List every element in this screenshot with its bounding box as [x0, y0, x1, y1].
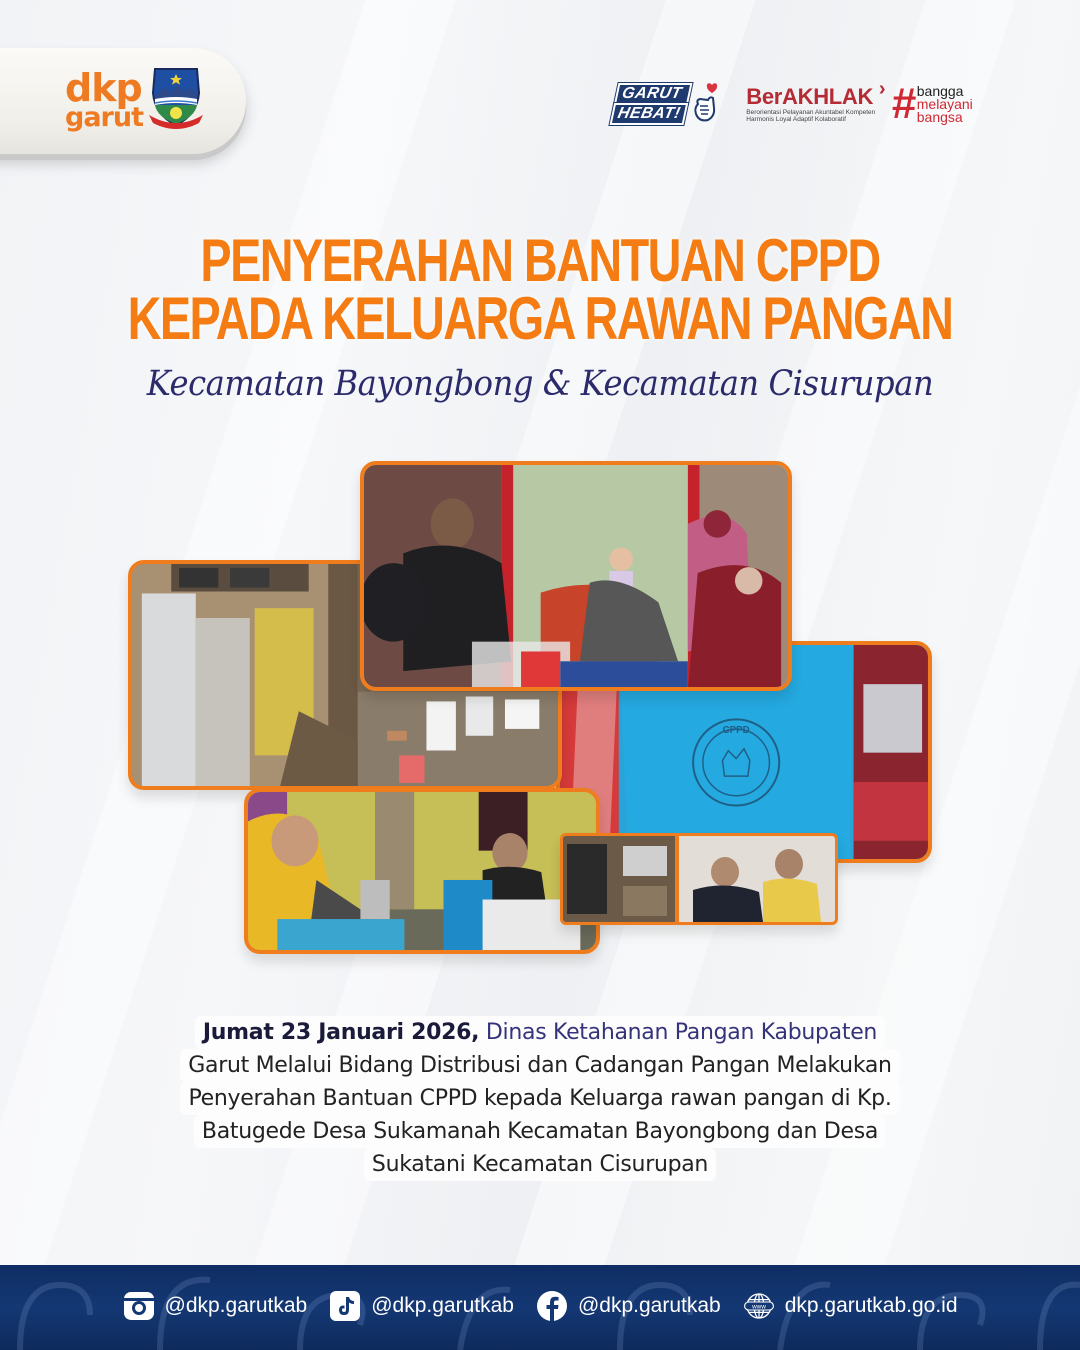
tiktok-link[interactable]	[329, 1290, 514, 1322]
garut-hebat-line1: GARUT	[614, 83, 693, 105]
photo-small-pair	[560, 833, 838, 925]
page-subtitle: Kecamatan Bayongbong & Kecamatan Cisurupan	[146, 364, 934, 404]
www-globe-icon	[743, 1290, 775, 1322]
facebook-icon	[536, 1290, 568, 1322]
logo-line1: dkp	[65, 65, 142, 110]
description-line1-rest: Dinas Ketahanan Pangan Kabupaten	[479, 1020, 878, 1045]
garut-hebat-logo	[614, 82, 724, 126]
tiktok-handle: @dkp.garutkab	[371, 1293, 514, 1317]
photo-aid-handover	[244, 788, 600, 954]
bangga-word2: melayani	[916, 95, 973, 112]
description-block	[130, 1016, 950, 1181]
chevron-icon: ›	[878, 77, 886, 100]
dkp-wordmark	[65, 65, 143, 134]
description-line-4: Batugede Desa Sukamanah Kecamatan Bayongbong dan Desa	[194, 1115, 886, 1148]
facebook-handle: @dkp.garutkab	[577, 1293, 721, 1317]
svg-text:CPPD: CPPD	[722, 725, 750, 737]
garut-hebat-line2: HEBAT!	[610, 103, 689, 125]
website-link[interactable]	[743, 1290, 958, 1322]
page-title	[0, 227, 1080, 352]
instagram-icon	[123, 1290, 155, 1322]
title-line1: PENYERAHAN BANTUAN CPPD	[200, 227, 880, 294]
bangga-word3: bangsa	[916, 108, 963, 125]
bangga-melayani-bangsa-logo	[891, 79, 973, 128]
social-footer	[0, 1265, 1080, 1350]
website-url: dkp.garutkab.go.id	[784, 1293, 958, 1317]
hashtag-icon: #	[891, 79, 916, 128]
berakhlak-title: BerAKHLAK	[746, 83, 874, 109]
description-line-5: Sukatani Kecamatan Cisurupan	[364, 1148, 716, 1181]
title-line2: KEPADA KELUARGA RAWAN PANGAN	[127, 285, 953, 352]
description-line-3: Penyerahan Bantuan CPPD kepada Keluarga rawan pangan di Kp.	[180, 1082, 899, 1115]
finger-heart-icon	[690, 82, 724, 126]
svg-text:www: www	[751, 1302, 766, 1310]
description-line-2: Garut Melalui Bidang Distribusi dan Cadangan Pangan Melakukan	[180, 1049, 899, 1082]
logo-line2: garut	[65, 102, 143, 134]
berakhlak-logo	[746, 77, 886, 124]
description-date: Jumat 23 Januari 2026,	[202, 1020, 480, 1045]
garut-crest-icon	[147, 65, 205, 131]
instagram-link[interactable]	[123, 1290, 308, 1322]
berakhlak-tagline1: Berorientasi Pelayanan Akuntabel Kompeten	[746, 108, 876, 116]
facebook-link[interactable]	[536, 1290, 721, 1322]
dkp-garut-logo	[0, 48, 246, 154]
instagram-handle: @dkp.garutkab	[164, 1293, 308, 1317]
description-line-1	[195, 1016, 885, 1049]
tiktok-icon	[329, 1290, 361, 1322]
photo-family-meeting	[360, 461, 792, 691]
bangga-word1: bangga	[916, 82, 964, 99]
berakhlak-tagline2: Harmonis Loyal Adaptif Kolaboratif	[746, 116, 846, 123]
partner-logos	[614, 74, 973, 134]
